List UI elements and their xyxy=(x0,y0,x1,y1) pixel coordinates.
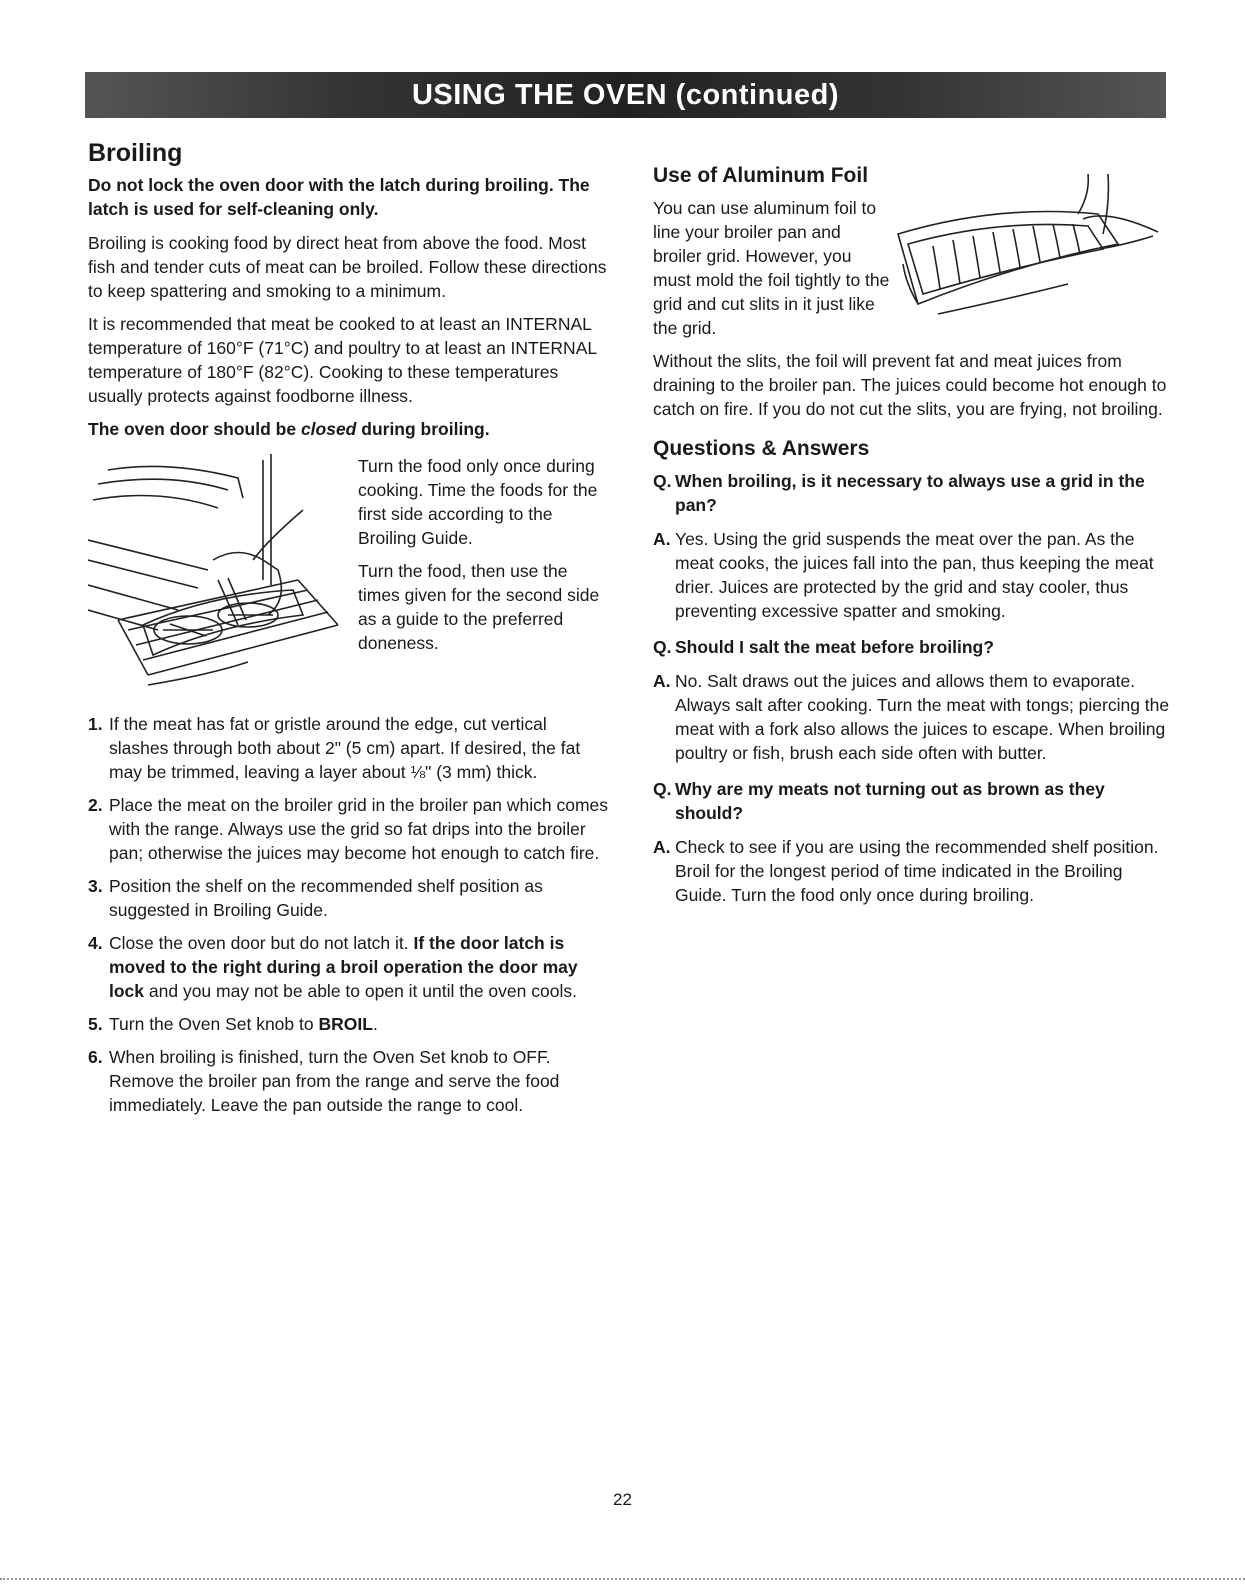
step-number: 3. xyxy=(88,876,103,896)
step-number: 5. xyxy=(88,1014,103,1034)
door-note-emphasis: closed xyxy=(300,419,357,439)
broiler-pan-foil-illustration xyxy=(878,174,1163,324)
answer-mark-label: A. xyxy=(653,671,671,691)
answer-mark-label: A. xyxy=(653,837,671,857)
step-number: 6. xyxy=(88,1047,103,1067)
step-number: 1. xyxy=(88,714,103,734)
page-number: 22 xyxy=(613,1490,632,1509)
step-text-continued: and you may not be able to open it until the oven cools. xyxy=(144,981,577,1001)
answer-text: Check to see if you are using the recommended shelf position. Broil for the longest period of time indicated in the Broiling Guide. Turn the food only once during broiling. xyxy=(675,837,1159,905)
foil-heading: Use of Aluminum Foil xyxy=(653,164,869,187)
answer xyxy=(653,835,1173,907)
step-text: Place the meat on the broiler grid in the broiler pan which comes with the range. Always use the grid so fat drips into the broiler pan; otherwise the juices may become hot enough to catch fire. xyxy=(109,795,609,863)
foil-paragraph-2: Without the slits, the foil will prevent fat and meat juices from draining to the broiler pan. The juices could become hot enough to catch on fire. If you do not cut the slits, you are frying, not broiling. xyxy=(653,351,1167,419)
question xyxy=(653,469,1173,517)
answer xyxy=(653,527,1173,623)
step-item xyxy=(88,1045,608,1117)
step-item xyxy=(88,1012,608,1036)
question xyxy=(653,777,1173,825)
step-text: Turn the Oven Set knob to xyxy=(109,1014,319,1034)
step-text-bold: BROIL xyxy=(318,1014,373,1034)
step-number: 4. xyxy=(88,933,103,953)
broiling-steps xyxy=(88,712,608,1117)
answer-text: Yes. Using the grid suspends the meat over the pan. As the meat cooks, the juices fall into the pan, thus keeping the meat drier. Juices are protected by the grid and stay cooler, thus preventing excessive spatter and smoking. xyxy=(675,529,1154,621)
step-item xyxy=(88,712,608,784)
step-item xyxy=(88,931,608,1003)
step-text-continued: . xyxy=(372,1014,378,1034)
banner-title: USING THE OVEN (continued) xyxy=(411,78,840,111)
question xyxy=(653,635,1173,659)
broiling-intro: Broiling is cooking food by direct heat from above the food. Most fish and tender cuts of meat can be broiled. Follow these directions to keep spattering and smoking to a minimum. xyxy=(88,233,607,301)
step-text: Position the shelf on the recommended shelf position as suggested in Broiling Guide. xyxy=(109,876,543,920)
question-mark-label: Q. xyxy=(653,779,672,799)
step-item xyxy=(88,874,608,922)
answer-mark-label: A. xyxy=(653,529,671,549)
qa-heading: Questions & Answers xyxy=(653,437,870,460)
step-text-bold: If the door latch is moved to the right during a broil operation the door may lock xyxy=(109,933,578,1001)
left-column xyxy=(88,136,608,1126)
step-text: When broiling is finished, turn the Oven Set knob to OFF. Remove the broiler pan from the range and serve the food immediately. Leave the pan outside the range to cool. xyxy=(109,1047,560,1115)
step-text: Close the oven door but do not latch it. xyxy=(109,933,414,953)
question-mark-label: Q. xyxy=(653,471,672,491)
turn-once-text: Turn the food only once during cooking. Time the foods for the first side according to the Broiling Guide. xyxy=(358,456,598,548)
bottom-divider xyxy=(0,1578,1245,1580)
latch-warning: Do not lock the oven door with the latch during broiling. The latch is used for self-cleaning only. xyxy=(88,175,590,219)
door-note-suffix: during broiling. xyxy=(356,419,490,439)
temperature-note: It is recommended that meat be cooked to at least an INTERNAL temperature of 160°F (71°C) and poultry to at least an INTERNAL temperature of 180°F (82°C). Cooking to these temperatures usually protects against foodborne illness. xyxy=(88,314,597,406)
door-note xyxy=(88,417,608,441)
foil-section xyxy=(653,162,1173,421)
step-item xyxy=(88,793,608,865)
question-text: Why are my meats not turning out as brown as they should? xyxy=(675,779,1105,823)
foil-paragraph-1: You can use aluminum foil to line your broiler pan and broiler grid. However, you must mold the foil tightly to the grid and cut slits in it just like the grid. xyxy=(653,198,890,338)
door-note-prefix: The oven door should be xyxy=(88,419,301,439)
broiling-heading: Broiling xyxy=(88,139,183,167)
question-text: When broiling, is it necessary to always use a grid in the pan? xyxy=(675,471,1145,515)
question-mark-label: Q. xyxy=(653,637,672,657)
turning-food-figure xyxy=(88,450,608,690)
turning-instructions xyxy=(346,450,608,690)
step-text: If the meat has fat or gristle around the edge, cut vertical slashes through both about 2" (5 cm) apart. If desired, the fat may be trimmed, leaving a layer about ⅛" (3 mm) thick. xyxy=(109,714,581,782)
oven-broiling-illustration xyxy=(88,450,346,690)
section-banner xyxy=(85,72,1166,118)
answer xyxy=(653,669,1173,765)
answer-text: No. Salt draws out the juices and allows them to evaporate. Always salt after cooking. Turn the meat with tongs; piercing the meat with a fork also allows the juices to escape. When broiling poultry or fish, brush each side often with butter. xyxy=(675,671,1170,763)
question-text: Should I salt the meat before broiling? xyxy=(675,637,994,657)
step-number: 2. xyxy=(88,795,103,815)
right-column xyxy=(653,162,1173,919)
second-side-text: Turn the food, then use the times given for the second side as a guide to the preferred doneness. xyxy=(358,561,600,653)
qa-section xyxy=(653,435,1173,907)
